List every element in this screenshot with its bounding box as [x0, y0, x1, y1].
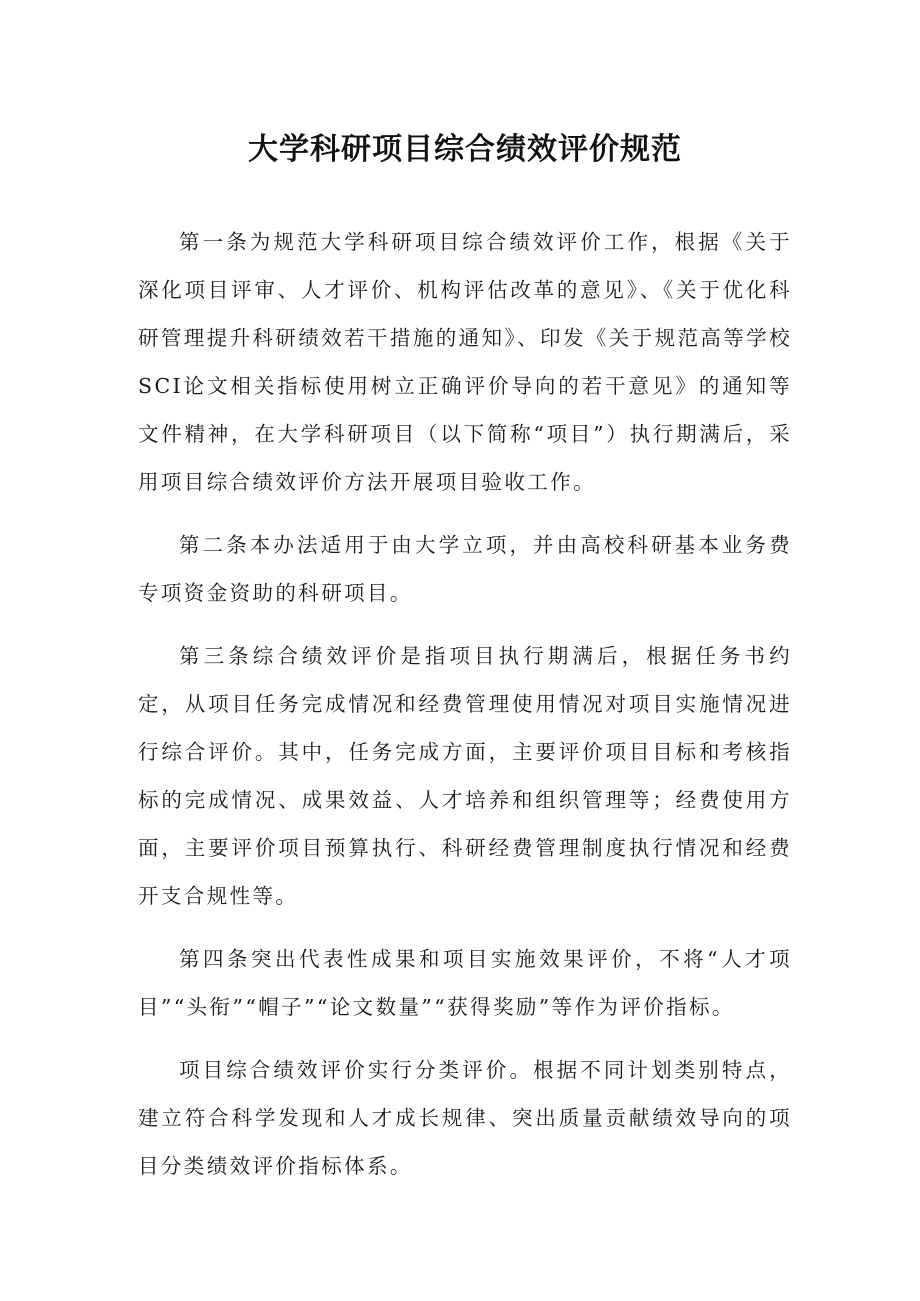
article-4-paragraph: 第四条突出代表性成果和项目实施效果评价，不将“人才项目”“头衔”“帽子”“论文数量”“获得奖励”等作为评价指标。 [138, 947, 792, 1019]
classification-paragraph: 项目综合绩效评价实行分类评价。根据不同计划类别特点，建立符合科学发现和人才成长规律、突出质量贡献绩效导向的项目分类绩效评价指标体系。 [138, 1058, 792, 1178]
article-1-paragraph: 第一条为规范大学科研项目综合绩效评价工作，根据《关于深化项目评审、人才评价、机构评估改革的意见》、《关于优化科研管理提升科研绩效若干措施的通知》、印发《关于规范高等学校SCI论文相关指标使用树立正确评价导向的若干意见》的通知等文件精神，在大学科研项目（以下简称“项目”）执行期满后，采用项目综合绩效评价方法开展项目验收工作。 [138, 230, 792, 494]
article-2-paragraph: 第二条本办法适用于由大学立项，并由高校科研基本业务费专项资金资助的科研项目。 [138, 533, 792, 605]
document-page [138, 130, 792, 1205]
document-title: 大学科研项目综合绩效评价规范 [248, 132, 682, 167]
article-3-paragraph: 第三条综合绩效评价是指项目执行期满后，根据任务书约定，从项目任务完成情况和经费管理使用情况对项目实施情况进行综合评价。其中，任务完成方面，主要评价项目目标和考核指标的完成情况、成果效益、人才培养和组织管理等；经费使用方面，主要评价项目预算执行、科研经费管理制度执行情况和经费开支合规性等。 [138, 644, 792, 908]
